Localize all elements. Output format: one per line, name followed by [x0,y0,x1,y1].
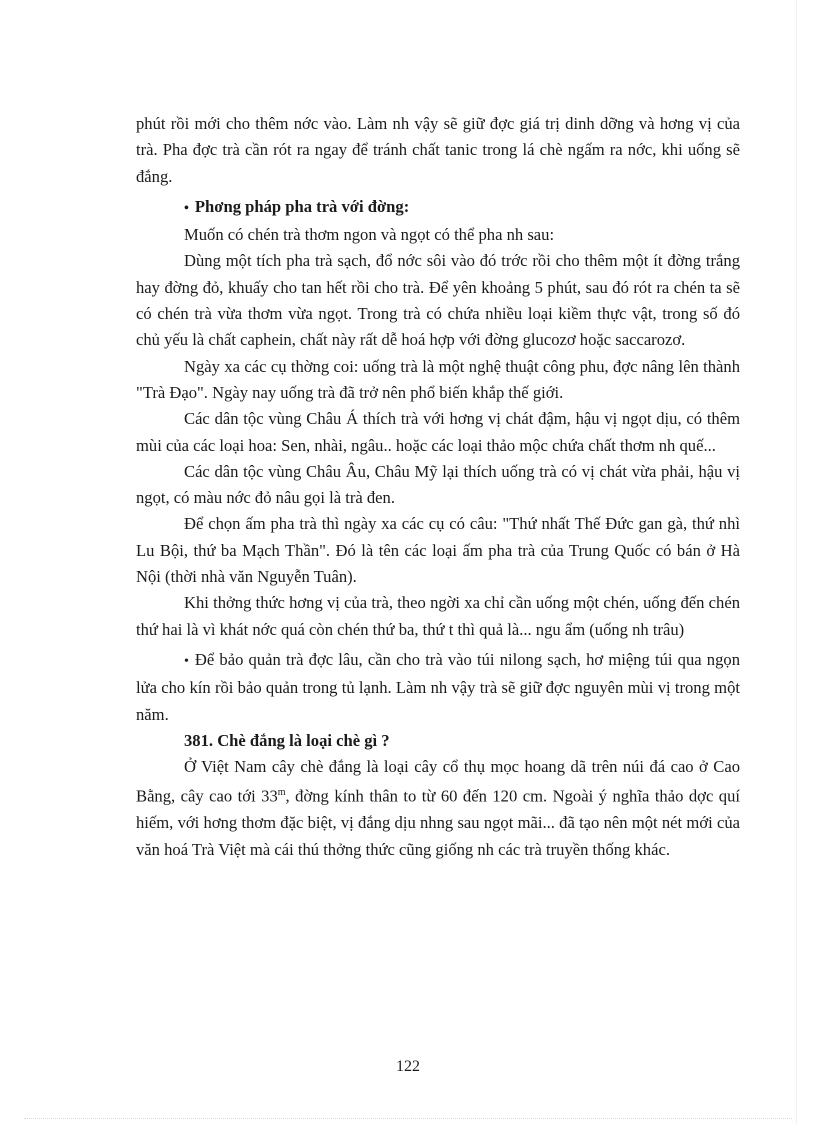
bullet-paragraph-text: Để bảo quản trà đợc lâu, cần cho trà vào túi nilong sạch, hơ miệng túi qua ngọn lửa cho kín rồi bảo quản trong tủ lạnh. Làm nh vậy trà sẽ giữ đợc nguyên mùi vị trong một năm. [136,649,740,724]
paragraph-method: Dùng một tích pha trà sạch, đổ nớc sôi vào đó trớc rồi cho thêm một ít đờng trắng hay đờng đỏ, khuấy cho tan hết rồi cho trà. Để yên khoảng 5 phút, sau đó rót ra chén ta sẽ có chén trà vừa thơm vừa ngọt. Trong trà có chứa nhiều loại kiềm thực vật, trong số đó chủ yếu là chất caphein, chất này rất dễ hoá hợp với đờng glucozơ hoặc saccarozơ. [136,251,740,350]
paragraph-bitter-tea-part1: Ở Việt Nam cây chè đắng là loại cây cổ thụ mọc hoang dã trên núi đá cao ở Cao Bằng, cây cao tới 33 [136,757,740,806]
bullet-paragraph-storage [136,647,740,728]
unit-superscript: m [277,787,286,799]
paragraph-intro: Muốn có chén trà thơm ngon và ngọt có thể pha nh sau: [184,225,555,245]
paragraph-continuation: phút rồi mới cho thêm nớc vào. Làm nh vậy sẽ giữ đợc giá trị dinh dỡng và hơng vị của trà. Pha đợc trà cần rót ra ngay để tránh chất tanic trong lá chè ngấm ra nớc, khi uống sẽ đắng. [136,114,740,186]
page-body [136,111,740,863]
bullet-heading-tea-with-sugar [136,194,740,222]
page-edge-rule [796,0,797,1123]
paragraph-teapot: Để chọn ấm pha trà thì ngày xa các cụ có câu: "Thứ nhất Thế Đức gan gà, thứ nhì Lu Bội, thứ ba Mạch Thần". Đó là tên các loại ấm pha trà của Trung Quốc có bán ở Hà Nội (thời nhà văn Nguyễn Tuân). [136,514,740,587]
bullet-heading-text: Phơng pháp pha trà với đờng: [194,196,410,216]
page-number: 122 [396,1058,420,1075]
paragraph-asia: Các dân tộc vùng Châu Á thích trà với hơng vị chát đậm, hậu vị ngọt dịu, có thêm mùi của các loại hoa: Sen, nhài, ngâu.. hoặc các loại thảo mộc chứa chất thơm nh quế... [136,409,740,455]
bullet-icon: • [184,653,189,669]
paragraph-tasting: Khi thởng thức hơng vị của trà, theo ngời xa chỉ cần uống một chén, uống đến chén thứ hai là vì khát nớc quá còn chén thứ ba, thứ t thì quả là... ngu ẩm (uống nh trâu) [136,593,740,639]
footer-dotted-rule [24,1118,792,1119]
section-heading-381: 381. Chè đắng là loại chè gì ? [184,730,390,750]
paragraph-tea-art: Ngày xa các cụ thờng coi: uống trà là một nghệ thuật công phu, đợc nâng lên thành "Trà Đạo". Ngày nay uống trà đã trở nên phổ biến khắp thế giới. [136,356,740,402]
bullet-icon: • [184,200,189,216]
paragraph-bitter-tea [136,754,740,863]
paragraph-bitter-tea-part2: , đờng kính thân to từ 60 đến 120 cm. Ngoài ý nghĩa thảo dợc quí hiếm, với hơng thơm đặc biệt, vị đắng dịu nhng sau ngọt mãi... đã tạo nên một nét mới của văn hoá Trà Việt mà cái thú thởng thức cũng giống nh các trà truyền thống khác. [136,786,740,859]
paragraph-europe-america: Các dân tộc vùng Châu Âu, Châu Mỹ lại thích uống trà có vị chát vừa phải, hậu vị ngọt, có màu nớc đỏ nâu gọi là trà đen. [136,461,740,508]
